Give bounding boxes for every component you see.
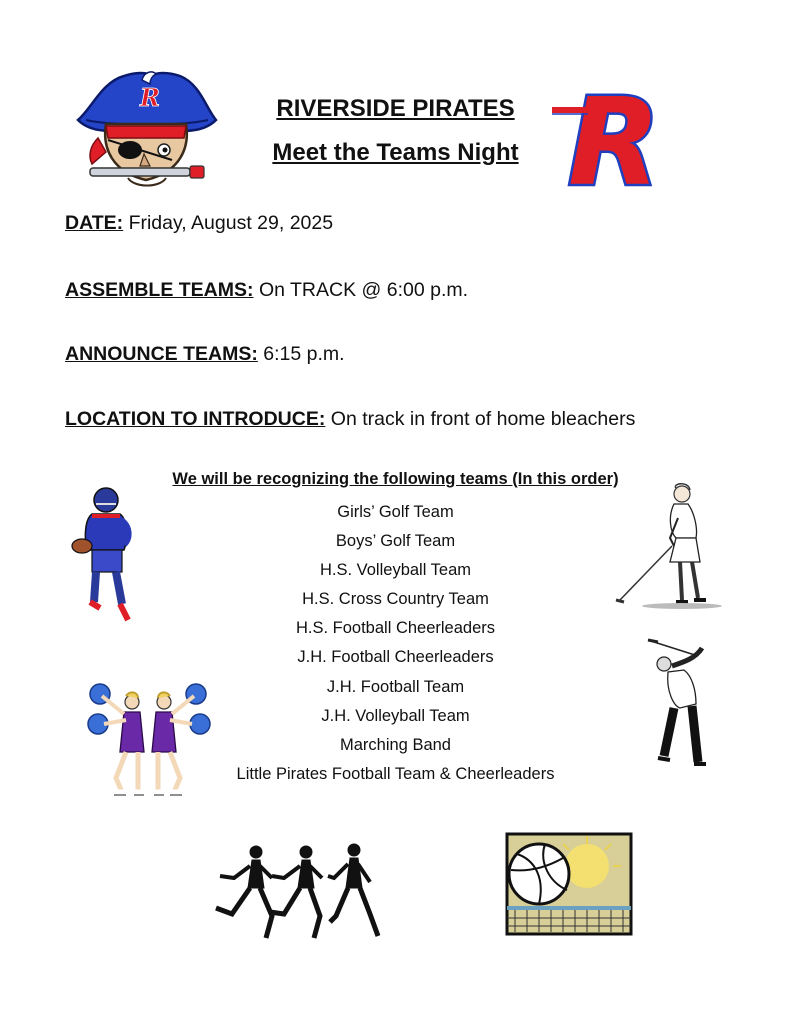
assemble-value: On TRACK @ 6:00 p.m. [258,279,469,301]
location-label: LOCATION TO INTRODUCE: [65,408,326,430]
team-item: Boys’ Golf Team [335,532,456,551]
assemble-label: ASSEMBLE TEAMS: [65,279,254,301]
mascot-letter: R [140,83,160,112]
date-line [65,212,333,235]
location-value: On track in front of home bleachers [330,408,636,430]
team-item: H.S. Cross Country Team [302,590,489,609]
location-line [65,408,635,431]
page-subtitle: Meet the Teams Night [272,139,519,166]
team-item: H.S. Volleyball Team [319,561,472,580]
announce-value: 6:15 p.m. [263,343,345,365]
pirate-mascot-logo [72,68,222,193]
male-golfer-icon [644,636,724,776]
assemble-line [65,279,468,302]
announce-label: ANNOUNCE TEAMS: [65,343,258,365]
announce-line [65,343,345,366]
team-item: Little Pirates Football Team & Cheerleaders [236,764,555,783]
team-item: H.S. Football Cheerleaders [295,619,495,638]
runners-icon [214,842,384,942]
cheerleaders-icon [86,680,212,800]
date-value: Friday, August 29, 2025 [128,212,334,234]
female-golfer-icon [612,482,722,612]
volleyball-net-icon [505,832,633,936]
team-item: Marching Band [340,735,451,754]
team-item: J.H. Football Team [326,677,465,696]
football-player-icon [70,486,140,626]
team-item: J.H. Volleyball Team [321,706,470,725]
page-title: RIVERSIDE PIRATES [276,95,515,122]
r-logo-letter: R [568,74,661,213]
teams-heading: We will be recognizing the following teams (In this order) [172,470,619,488]
date-label: DATE: [65,212,124,234]
team-item: Girls’ Golf Team [337,503,454,521]
team-item: J.H. Football Cheerleaders [297,648,494,667]
